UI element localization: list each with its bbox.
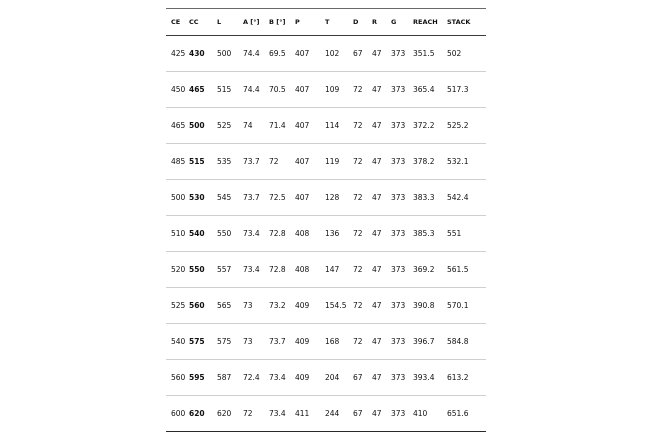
cell-ce: 520: [166, 252, 184, 288]
cell-a: 72: [238, 396, 264, 432]
cell-a: 73: [238, 288, 264, 324]
cell-g: 373: [386, 144, 408, 180]
cell-t: 154.5: [320, 288, 348, 324]
cell-stack: 517.3: [442, 72, 486, 108]
cell-g: 373: [386, 36, 408, 72]
cell-t: 119: [320, 144, 348, 180]
header-reach: REACH: [408, 9, 442, 36]
cell-reach: 365.4: [408, 72, 442, 108]
cell-reach: 369.2: [408, 252, 442, 288]
cell-stack: 532.1: [442, 144, 486, 180]
cell-g: 373: [386, 324, 408, 360]
cell-r: 47: [367, 36, 386, 72]
cell-b: 69.5: [264, 36, 290, 72]
cell-l: 587: [212, 360, 238, 396]
cell-l: 525: [212, 108, 238, 144]
geometry-table: [166, 8, 486, 432]
header-a: A [°]: [238, 9, 264, 36]
cell-p: 407: [290, 144, 320, 180]
cell-b: 73.2: [264, 288, 290, 324]
cell-b: 73.7: [264, 324, 290, 360]
cell-stack: 613.2: [442, 360, 486, 396]
cell-r: 47: [367, 216, 386, 252]
table-row: [166, 324, 486, 360]
cell-a: 73.4: [238, 216, 264, 252]
cell-t: 244: [320, 396, 348, 432]
cell-a: 72.4: [238, 360, 264, 396]
cell-stack: 551: [442, 216, 486, 252]
cell-p: 409: [290, 324, 320, 360]
cell-reach: 383.3: [408, 180, 442, 216]
cell-cc: 575: [184, 324, 212, 360]
cell-a: 74: [238, 108, 264, 144]
cell-p: 411: [290, 396, 320, 432]
cell-reach: 393.4: [408, 360, 442, 396]
cell-cc: 530: [184, 180, 212, 216]
cell-d: 72: [348, 324, 367, 360]
cell-b: 72: [264, 144, 290, 180]
cell-b: 73.4: [264, 396, 290, 432]
cell-cc: 540: [184, 216, 212, 252]
cell-b: 73.4: [264, 360, 290, 396]
cell-cc: 465: [184, 72, 212, 108]
cell-ce: 465: [166, 108, 184, 144]
cell-d: 72: [348, 144, 367, 180]
cell-r: 47: [367, 108, 386, 144]
cell-d: 67: [348, 360, 367, 396]
cell-l: 575: [212, 324, 238, 360]
header-ce: CE: [166, 9, 184, 36]
cell-stack: 584.8: [442, 324, 486, 360]
cell-d: 72: [348, 288, 367, 324]
cell-stack: 570.1: [442, 288, 486, 324]
cell-reach: 410: [408, 396, 442, 432]
cell-t: 204: [320, 360, 348, 396]
table-row: [166, 180, 486, 216]
cell-stack: 525.2: [442, 108, 486, 144]
cell-cc: 550: [184, 252, 212, 288]
cell-p: 407: [290, 72, 320, 108]
cell-d: 72: [348, 216, 367, 252]
table-row: [166, 288, 486, 324]
cell-a: 73.7: [238, 180, 264, 216]
table-row: [166, 216, 486, 252]
header-row: [166, 9, 486, 36]
cell-p: 409: [290, 360, 320, 396]
cell-ce: 600: [166, 396, 184, 432]
cell-ce: 560: [166, 360, 184, 396]
cell-reach: 378.2: [408, 144, 442, 180]
header-r: R: [367, 9, 386, 36]
cell-r: 47: [367, 360, 386, 396]
cell-t: 102: [320, 36, 348, 72]
cell-stack: 651.6: [442, 396, 486, 432]
header-l: L: [212, 9, 238, 36]
header-stack: STACK: [442, 9, 486, 36]
cell-cc: 515: [184, 144, 212, 180]
table-body: [166, 36, 486, 432]
cell-a: 73.4: [238, 252, 264, 288]
cell-r: 47: [367, 252, 386, 288]
table-header: [166, 9, 486, 36]
table-row: [166, 252, 486, 288]
table-row: [166, 360, 486, 396]
header-d: D: [348, 9, 367, 36]
cell-g: 373: [386, 72, 408, 108]
cell-a: 74.4: [238, 36, 264, 72]
cell-cc: 620: [184, 396, 212, 432]
cell-ce: 425: [166, 36, 184, 72]
cell-b: 72.8: [264, 216, 290, 252]
cell-reach: 385.3: [408, 216, 442, 252]
cell-t: 128: [320, 180, 348, 216]
cell-l: 550: [212, 216, 238, 252]
cell-t: 136: [320, 216, 348, 252]
cell-r: 47: [367, 396, 386, 432]
table-row: [166, 396, 486, 432]
cell-l: 557: [212, 252, 238, 288]
cell-l: 500: [212, 36, 238, 72]
cell-p: 408: [290, 252, 320, 288]
cell-ce: 450: [166, 72, 184, 108]
cell-d: 72: [348, 108, 367, 144]
cell-t: 147: [320, 252, 348, 288]
cell-reach: 390.8: [408, 288, 442, 324]
cell-l: 545: [212, 180, 238, 216]
cell-p: 407: [290, 108, 320, 144]
cell-b: 71.4: [264, 108, 290, 144]
cell-d: 67: [348, 396, 367, 432]
cell-ce: 540: [166, 324, 184, 360]
cell-b: 72.8: [264, 252, 290, 288]
cell-r: 47: [367, 288, 386, 324]
cell-a: 73: [238, 324, 264, 360]
cell-r: 47: [367, 180, 386, 216]
cell-g: 373: [386, 180, 408, 216]
cell-cc: 500: [184, 108, 212, 144]
table-row: [166, 108, 486, 144]
header-t: T: [320, 9, 348, 36]
cell-r: 47: [367, 72, 386, 108]
cell-stack: 502: [442, 36, 486, 72]
cell-d: 72: [348, 72, 367, 108]
cell-ce: 510: [166, 216, 184, 252]
cell-a: 74.4: [238, 72, 264, 108]
cell-r: 47: [367, 324, 386, 360]
cell-ce: 485: [166, 144, 184, 180]
cell-d: 67: [348, 36, 367, 72]
table-row: [166, 72, 486, 108]
table-row: [166, 36, 486, 72]
cell-cc: 595: [184, 360, 212, 396]
header-p: P: [290, 9, 320, 36]
cell-t: 168: [320, 324, 348, 360]
cell-reach: 351.5: [408, 36, 442, 72]
cell-stack: 542.4: [442, 180, 486, 216]
header-b: B [°]: [264, 9, 290, 36]
cell-stack: 561.5: [442, 252, 486, 288]
cell-g: 373: [386, 216, 408, 252]
cell-a: 73.7: [238, 144, 264, 180]
cell-l: 515: [212, 72, 238, 108]
cell-p: 407: [290, 180, 320, 216]
cell-d: 72: [348, 252, 367, 288]
cell-cc: 560: [184, 288, 212, 324]
cell-ce: 525: [166, 288, 184, 324]
cell-p: 407: [290, 36, 320, 72]
cell-g: 373: [386, 360, 408, 396]
header-cc: CC: [184, 9, 212, 36]
cell-l: 620: [212, 396, 238, 432]
cell-p: 409: [290, 288, 320, 324]
cell-p: 408: [290, 216, 320, 252]
cell-b: 72.5: [264, 180, 290, 216]
cell-t: 114: [320, 108, 348, 144]
cell-l: 535: [212, 144, 238, 180]
cell-t: 109: [320, 72, 348, 108]
cell-reach: 372.2: [408, 108, 442, 144]
cell-g: 373: [386, 108, 408, 144]
cell-r: 47: [367, 144, 386, 180]
cell-d: 72: [348, 180, 367, 216]
cell-cc: 430: [184, 36, 212, 72]
table-row: [166, 144, 486, 180]
cell-b: 70.5: [264, 72, 290, 108]
cell-g: 373: [386, 396, 408, 432]
cell-l: 565: [212, 288, 238, 324]
header-g: G: [386, 9, 408, 36]
cell-g: 373: [386, 288, 408, 324]
cell-reach: 396.7: [408, 324, 442, 360]
cell-g: 373: [386, 252, 408, 288]
cell-ce: 500: [166, 180, 184, 216]
